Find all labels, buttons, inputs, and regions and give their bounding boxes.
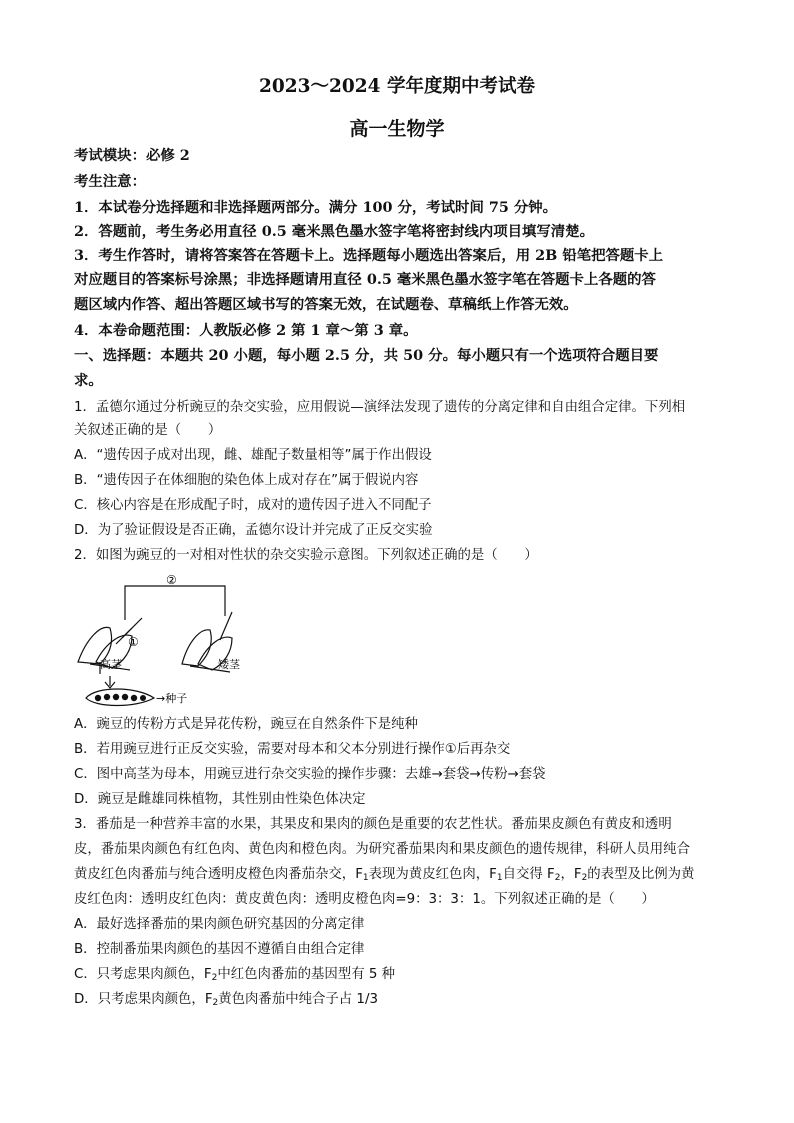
q3-option-d: D．只考虑果肉颜色，$F_2$黄色肉番茄中纯合子占 1/3 [74, 992, 378, 1008]
q3-stem-line-2: 皮，番茄果肉颜色有红色肉、黄色肉和橙色肉。为研究番茄果肉和果皮颜色的遗传规律，科研人员用纯合 [74, 842, 690, 857]
section-heading-line-2: 求。 [74, 372, 103, 389]
q3-option-a: A．最好选择番茄的果肉颜色研究基因的分离定律 [74, 917, 365, 932]
q3-option-c: C．只考虑果肉颜色，$F_2$中红色肉番茄的基因型有 5 种 [74, 967, 396, 983]
exam-subtitle: 高一生物学 [349, 118, 445, 140]
notice-item-4: 4．本卷命题范围：人教版必修 2 第 1 章～第 3 章。 [74, 322, 418, 339]
q3-option-b: B．控制番茄果肉颜色的基因不遵循自由组合定律 [74, 942, 365, 957]
q3-stem-line-3: 黄皮红色肉番茄与纯合透明皮橙色肉番茄杂交，$F_1$表现为黄皮红色肉，$F_1$自交得 $F_2$，$F_2$的表型及比例为黄 [74, 867, 695, 883]
q1-option-c: C．核心内容是在形成配子时，成对的遗传因子进入不同配子 [74, 498, 432, 513]
exam-module: 考试模块：必修 2 [74, 147, 190, 164]
q3-stem-line-4: 皮红色肉：透明皮红色肉：黄皮黄色肉：透明皮橙色肉=9：3：3：1。下列叙述正确的是（ ） [74, 892, 655, 907]
figure-label-short: 矮茎 [218, 658, 240, 671]
pea-cross-figure [70, 572, 250, 707]
q1-stem-line-2: 关叙述正确的是（ ） [74, 423, 222, 438]
notice-item-2: 2．答题前，考生务必用直径 0.5 毫米黑色墨水签字笔将密封线内项目填写清楚。 [74, 223, 594, 240]
exam-title: 2023～2024 学年度期中考试卷 [259, 76, 535, 97]
notice-item-3-line-1: 3．考生作答时，请将答案答在答题卡上。选择题每小题选出答案后，用 2B 铅笔把答题卡上 [74, 247, 664, 264]
q2-option-d: D．豌豆是雌雄同株植物，其性别由性染色体决定 [74, 792, 366, 807]
figure-mark-2: ② [166, 573, 177, 587]
figure-label-seed: →种子 [156, 692, 188, 705]
notice-item-3-line-2: 对应题目的答案标号涂黑；非选择题请用直径 0.5 毫米黑色墨水签字笔在答题卡上各题的答 [74, 271, 656, 288]
q1-stem-line-1: 1．孟德尔通过分析豌豆的杂交实验，应用假说—演绎法发现了遗传的分离定律和自由组合定律。下列相 [74, 400, 686, 415]
figure-mark-1: ① [128, 635, 139, 649]
section-heading-line-1: 一、选择题：本题共 20 小题，每小题 2.5 分，共 50 分。每小题只有一个选项符合题目要 [74, 347, 659, 364]
q1-option-b: B．“遗传因子在体细胞的染色体上成对存在”属于假说内容 [74, 473, 419, 488]
notice-item-1: 1．本试卷分选择题和非选择题两部分。满分 100 分，考试时间 75 分钟。 [74, 199, 558, 216]
q1-option-a: A．“遗传因子成对出现，雌、雄配子数量相等”属于作出假设 [74, 448, 432, 463]
q2-option-b: B．若用豌豆进行正反交实验，需要对母本和父本分别进行操作①后再杂交 [74, 742, 511, 757]
notice-item-3-line-3: 题区域内作答、超出答题区域书写的答案无效，在试题卷、草稿纸上作答无效。 [74, 296, 578, 313]
q2-option-c: C．图中高茎为母本，用豌豆进行杂交实验的操作步骤：去雄→套袋→传粉→套袋 [74, 767, 546, 782]
notice-heading: 考生注意： [74, 173, 146, 190]
q2-option-a: A．豌豆的传粉方式是异花传粉，豌豆在自然条件下是纯种 [74, 717, 418, 732]
q3-stem-line-1: 3．番茄是一种营养丰富的水果，其果皮和果肉的颜色是重要的农艺性状。番茄果皮颜色有黄皮和透明 [74, 817, 672, 832]
q2-stem: 2．如图为豌豆的一对相对性状的杂交实验示意图。下列叙述正确的是（ ） [74, 548, 538, 563]
q1-option-d: D．为了验证假设是否正确，孟德尔设计并完成了正反交实验 [74, 523, 433, 538]
figure-label-tall: 高茎 [100, 658, 122, 671]
